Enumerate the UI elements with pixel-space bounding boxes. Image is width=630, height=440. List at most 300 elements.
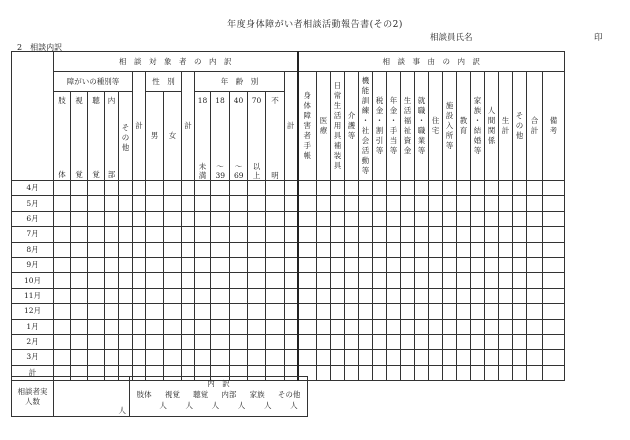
data-cell[interactable] bbox=[457, 211, 471, 226]
data-cell[interactable] bbox=[471, 288, 485, 303]
data-cell[interactable] bbox=[331, 196, 345, 211]
data-cell[interactable] bbox=[248, 242, 266, 257]
data-cell[interactable] bbox=[543, 257, 565, 272]
data-cell[interactable] bbox=[429, 227, 443, 242]
data-cell[interactable] bbox=[211, 211, 230, 226]
data-cell[interactable] bbox=[485, 334, 499, 349]
data-cell[interactable] bbox=[182, 273, 195, 288]
data-cell[interactable] bbox=[373, 211, 387, 226]
data-cell[interactable] bbox=[373, 273, 387, 288]
data-cell[interactable] bbox=[359, 211, 373, 226]
data-cell[interactable] bbox=[429, 211, 443, 226]
data-cell[interactable] bbox=[429, 196, 443, 211]
data-cell[interactable] bbox=[71, 319, 88, 334]
data-cell[interactable] bbox=[105, 196, 119, 211]
data-cell[interactable] bbox=[443, 304, 457, 319]
data-cell[interactable] bbox=[266, 304, 285, 319]
data-cell[interactable] bbox=[164, 257, 182, 272]
data-cell[interactable] bbox=[133, 273, 146, 288]
data-cell[interactable] bbox=[230, 334, 248, 349]
data-cell[interactable] bbox=[211, 288, 230, 303]
data-cell[interactable] bbox=[298, 196, 317, 211]
data-cell[interactable] bbox=[513, 319, 527, 334]
data-cell[interactable] bbox=[387, 181, 401, 196]
data-cell[interactable] bbox=[443, 242, 457, 257]
data-cell[interactable] bbox=[387, 257, 401, 272]
data-cell[interactable] bbox=[211, 334, 230, 349]
data-cell[interactable] bbox=[429, 181, 443, 196]
data-cell[interactable] bbox=[195, 196, 211, 211]
data-cell[interactable] bbox=[146, 257, 164, 272]
data-cell[interactable] bbox=[471, 196, 485, 211]
data-cell[interactable] bbox=[387, 304, 401, 319]
data-cell[interactable] bbox=[54, 211, 71, 226]
data-cell[interactable] bbox=[317, 257, 331, 272]
data-cell[interactable] bbox=[195, 273, 211, 288]
data-cell[interactable] bbox=[527, 334, 543, 349]
data-cell[interactable] bbox=[105, 273, 119, 288]
data-cell[interactable] bbox=[499, 319, 513, 334]
data-cell[interactable] bbox=[471, 242, 485, 257]
data-cell[interactable] bbox=[543, 288, 565, 303]
data-cell[interactable] bbox=[195, 350, 211, 365]
data-cell[interactable] bbox=[88, 273, 105, 288]
data-cell[interactable] bbox=[230, 319, 248, 334]
data-cell[interactable] bbox=[345, 288, 359, 303]
data-cell[interactable] bbox=[119, 350, 133, 365]
data-cell[interactable] bbox=[105, 211, 119, 226]
data-cell[interactable] bbox=[485, 227, 499, 242]
data-cell[interactable] bbox=[164, 196, 182, 211]
data-cell[interactable] bbox=[164, 211, 182, 226]
data-cell[interactable] bbox=[543, 242, 565, 257]
data-cell[interactable] bbox=[266, 273, 285, 288]
data-cell[interactable] bbox=[298, 257, 317, 272]
data-cell[interactable] bbox=[133, 304, 146, 319]
data-cell[interactable] bbox=[543, 319, 565, 334]
data-cell[interactable] bbox=[457, 365, 471, 380]
data-cell[interactable] bbox=[230, 257, 248, 272]
data-cell[interactable] bbox=[230, 304, 248, 319]
data-cell[interactable] bbox=[298, 350, 317, 365]
data-cell[interactable] bbox=[317, 350, 331, 365]
data-cell[interactable] bbox=[88, 227, 105, 242]
data-cell[interactable] bbox=[415, 257, 429, 272]
data-cell[interactable] bbox=[527, 304, 543, 319]
data-cell[interactable] bbox=[345, 350, 359, 365]
data-cell[interactable] bbox=[317, 196, 331, 211]
data-cell[interactable] bbox=[373, 319, 387, 334]
data-cell[interactable] bbox=[471, 350, 485, 365]
data-cell[interactable] bbox=[359, 334, 373, 349]
data-cell[interactable] bbox=[415, 273, 429, 288]
data-cell[interactable] bbox=[105, 304, 119, 319]
data-cell[interactable] bbox=[285, 257, 298, 272]
data-cell[interactable] bbox=[71, 181, 88, 196]
data-cell[interactable] bbox=[71, 304, 88, 319]
data-cell[interactable] bbox=[543, 273, 565, 288]
data-cell[interactable] bbox=[119, 242, 133, 257]
data-cell[interactable] bbox=[146, 273, 164, 288]
data-cell[interactable] bbox=[415, 350, 429, 365]
data-cell[interactable] bbox=[415, 288, 429, 303]
data-cell[interactable] bbox=[359, 273, 373, 288]
data-cell[interactable] bbox=[54, 350, 71, 365]
data-cell[interactable] bbox=[88, 304, 105, 319]
data-cell[interactable] bbox=[146, 227, 164, 242]
data-cell[interactable] bbox=[331, 242, 345, 257]
data-cell[interactable] bbox=[88, 211, 105, 226]
data-cell[interactable] bbox=[146, 211, 164, 226]
data-cell[interactable] bbox=[499, 242, 513, 257]
data-cell[interactable] bbox=[373, 304, 387, 319]
data-cell[interactable] bbox=[266, 257, 285, 272]
data-cell[interactable] bbox=[429, 319, 443, 334]
data-cell[interactable] bbox=[164, 334, 182, 349]
data-cell[interactable] bbox=[266, 196, 285, 211]
data-cell[interactable] bbox=[230, 350, 248, 365]
data-cell[interactable] bbox=[359, 365, 373, 380]
data-cell[interactable] bbox=[485, 319, 499, 334]
data-cell[interactable] bbox=[387, 227, 401, 242]
data-cell[interactable] bbox=[146, 304, 164, 319]
data-cell[interactable] bbox=[230, 273, 248, 288]
data-cell[interactable] bbox=[182, 196, 195, 211]
data-cell[interactable] bbox=[387, 288, 401, 303]
data-cell[interactable] bbox=[285, 227, 298, 242]
data-cell[interactable] bbox=[443, 273, 457, 288]
data-cell[interactable] bbox=[485, 273, 499, 288]
data-cell[interactable] bbox=[71, 334, 88, 349]
data-cell[interactable] bbox=[471, 227, 485, 242]
data-cell[interactable] bbox=[195, 304, 211, 319]
data-cell[interactable] bbox=[513, 288, 527, 303]
data-cell[interactable] bbox=[345, 304, 359, 319]
data-cell[interactable] bbox=[499, 211, 513, 226]
data-cell[interactable] bbox=[359, 242, 373, 257]
data-cell[interactable] bbox=[499, 273, 513, 288]
data-cell[interactable] bbox=[543, 365, 565, 380]
data-cell[interactable] bbox=[471, 319, 485, 334]
data-cell[interactable] bbox=[88, 181, 105, 196]
data-cell[interactable] bbox=[499, 288, 513, 303]
data-cell[interactable] bbox=[248, 227, 266, 242]
data-cell[interactable] bbox=[485, 365, 499, 380]
data-cell[interactable] bbox=[182, 350, 195, 365]
data-cell[interactable] bbox=[298, 181, 317, 196]
data-cell[interactable] bbox=[401, 227, 415, 242]
data-cell[interactable] bbox=[373, 227, 387, 242]
data-cell[interactable] bbox=[543, 334, 565, 349]
data-cell[interactable] bbox=[54, 304, 71, 319]
counselee-count-field[interactable] bbox=[54, 377, 130, 417]
data-cell[interactable] bbox=[513, 350, 527, 365]
data-cell[interactable] bbox=[373, 242, 387, 257]
data-cell[interactable] bbox=[457, 242, 471, 257]
data-cell[interactable] bbox=[527, 211, 543, 226]
data-cell[interactable] bbox=[401, 304, 415, 319]
data-cell[interactable] bbox=[119, 257, 133, 272]
data-cell[interactable] bbox=[345, 334, 359, 349]
data-cell[interactable] bbox=[429, 304, 443, 319]
data-cell[interactable] bbox=[317, 211, 331, 226]
data-cell[interactable] bbox=[401, 350, 415, 365]
data-cell[interactable] bbox=[387, 211, 401, 226]
data-cell[interactable] bbox=[543, 196, 565, 211]
data-cell[interactable] bbox=[266, 334, 285, 349]
data-cell[interactable] bbox=[527, 273, 543, 288]
data-cell[interactable] bbox=[182, 304, 195, 319]
data-cell[interactable] bbox=[119, 304, 133, 319]
data-cell[interactable] bbox=[54, 196, 71, 211]
data-cell[interactable] bbox=[387, 365, 401, 380]
data-cell[interactable] bbox=[401, 242, 415, 257]
data-cell[interactable] bbox=[266, 319, 285, 334]
data-cell[interactable] bbox=[527, 242, 543, 257]
data-cell[interactable] bbox=[513, 211, 527, 226]
data-cell[interactable] bbox=[499, 257, 513, 272]
data-cell[interactable] bbox=[373, 288, 387, 303]
data-cell[interactable] bbox=[266, 227, 285, 242]
data-cell[interactable] bbox=[513, 257, 527, 272]
data-cell[interactable] bbox=[485, 350, 499, 365]
data-cell[interactable] bbox=[182, 288, 195, 303]
data-cell[interactable] bbox=[415, 181, 429, 196]
data-cell[interactable] bbox=[345, 242, 359, 257]
data-cell[interactable] bbox=[443, 319, 457, 334]
data-cell[interactable] bbox=[415, 196, 429, 211]
data-cell[interactable] bbox=[401, 181, 415, 196]
data-cell[interactable] bbox=[457, 227, 471, 242]
data-cell[interactable] bbox=[485, 211, 499, 226]
data-cell[interactable] bbox=[457, 196, 471, 211]
data-cell[interactable] bbox=[513, 273, 527, 288]
data-cell[interactable] bbox=[485, 181, 499, 196]
data-cell[interactable] bbox=[457, 181, 471, 196]
data-cell[interactable] bbox=[146, 196, 164, 211]
data-cell[interactable] bbox=[317, 334, 331, 349]
data-cell[interactable] bbox=[415, 334, 429, 349]
data-cell[interactable] bbox=[211, 273, 230, 288]
data-cell[interactable] bbox=[485, 196, 499, 211]
data-cell[interactable] bbox=[230, 211, 248, 226]
data-cell[interactable] bbox=[71, 288, 88, 303]
data-cell[interactable] bbox=[119, 334, 133, 349]
data-cell[interactable] bbox=[499, 334, 513, 349]
data-cell[interactable] bbox=[298, 319, 317, 334]
data-cell[interactable] bbox=[543, 211, 565, 226]
data-cell[interactable] bbox=[133, 350, 146, 365]
data-cell[interactable] bbox=[195, 257, 211, 272]
data-cell[interactable] bbox=[317, 288, 331, 303]
data-cell[interactable] bbox=[317, 227, 331, 242]
data-cell[interactable] bbox=[331, 304, 345, 319]
data-cell[interactable] bbox=[71, 211, 88, 226]
data-cell[interactable] bbox=[387, 273, 401, 288]
data-cell[interactable] bbox=[513, 242, 527, 257]
data-cell[interactable] bbox=[443, 227, 457, 242]
data-cell[interactable] bbox=[471, 273, 485, 288]
data-cell[interactable] bbox=[345, 211, 359, 226]
data-cell[interactable] bbox=[211, 350, 230, 365]
data-cell[interactable] bbox=[527, 227, 543, 242]
data-cell[interactable] bbox=[543, 304, 565, 319]
data-cell[interactable] bbox=[429, 365, 443, 380]
data-cell[interactable] bbox=[387, 334, 401, 349]
data-cell[interactable] bbox=[317, 242, 331, 257]
data-cell[interactable] bbox=[182, 334, 195, 349]
data-cell[interactable] bbox=[485, 242, 499, 257]
data-cell[interactable] bbox=[401, 288, 415, 303]
data-cell[interactable] bbox=[88, 288, 105, 303]
data-cell[interactable] bbox=[54, 319, 71, 334]
data-cell[interactable] bbox=[71, 242, 88, 257]
data-cell[interactable] bbox=[211, 319, 230, 334]
data-cell[interactable] bbox=[248, 334, 266, 349]
data-cell[interactable] bbox=[285, 242, 298, 257]
data-cell[interactable] bbox=[164, 350, 182, 365]
data-cell[interactable] bbox=[54, 257, 71, 272]
data-cell[interactable] bbox=[443, 257, 457, 272]
data-cell[interactable] bbox=[133, 181, 146, 196]
data-cell[interactable] bbox=[133, 227, 146, 242]
data-cell[interactable] bbox=[457, 288, 471, 303]
data-cell[interactable] bbox=[499, 227, 513, 242]
data-cell[interactable] bbox=[513, 365, 527, 380]
data-cell[interactable] bbox=[133, 334, 146, 349]
data-cell[interactable] bbox=[298, 273, 317, 288]
data-cell[interactable] bbox=[230, 288, 248, 303]
data-cell[interactable] bbox=[401, 196, 415, 211]
data-cell[interactable] bbox=[527, 181, 543, 196]
data-cell[interactable] bbox=[195, 242, 211, 257]
data-cell[interactable] bbox=[359, 257, 373, 272]
data-cell[interactable] bbox=[331, 181, 345, 196]
data-cell[interactable] bbox=[415, 319, 429, 334]
data-cell[interactable] bbox=[266, 242, 285, 257]
data-cell[interactable] bbox=[298, 304, 317, 319]
data-cell[interactable] bbox=[88, 257, 105, 272]
data-cell[interactable] bbox=[387, 196, 401, 211]
data-cell[interactable] bbox=[331, 319, 345, 334]
data-cell[interactable] bbox=[105, 181, 119, 196]
data-cell[interactable] bbox=[248, 273, 266, 288]
data-cell[interactable] bbox=[513, 181, 527, 196]
data-cell[interactable] bbox=[285, 334, 298, 349]
data-cell[interactable] bbox=[285, 288, 298, 303]
data-cell[interactable] bbox=[105, 350, 119, 365]
data-cell[interactable] bbox=[443, 365, 457, 380]
data-cell[interactable] bbox=[88, 350, 105, 365]
data-cell[interactable] bbox=[359, 350, 373, 365]
data-cell[interactable] bbox=[211, 242, 230, 257]
data-cell[interactable] bbox=[485, 257, 499, 272]
data-cell[interactable] bbox=[105, 288, 119, 303]
data-cell[interactable] bbox=[230, 242, 248, 257]
data-cell[interactable] bbox=[457, 319, 471, 334]
data-cell[interactable] bbox=[285, 319, 298, 334]
data-cell[interactable] bbox=[527, 257, 543, 272]
data-cell[interactable] bbox=[119, 288, 133, 303]
data-cell[interactable] bbox=[105, 257, 119, 272]
data-cell[interactable] bbox=[373, 257, 387, 272]
data-cell[interactable] bbox=[527, 196, 543, 211]
data-cell[interactable] bbox=[345, 319, 359, 334]
data-cell[interactable] bbox=[182, 257, 195, 272]
data-cell[interactable] bbox=[345, 257, 359, 272]
data-cell[interactable] bbox=[485, 304, 499, 319]
data-cell[interactable] bbox=[211, 181, 230, 196]
data-cell[interactable] bbox=[415, 365, 429, 380]
data-cell[interactable] bbox=[359, 319, 373, 334]
data-cell[interactable] bbox=[285, 273, 298, 288]
data-cell[interactable] bbox=[248, 196, 266, 211]
data-cell[interactable] bbox=[119, 319, 133, 334]
data-cell[interactable] bbox=[54, 181, 71, 196]
data-cell[interactable] bbox=[211, 196, 230, 211]
data-cell[interactable] bbox=[248, 350, 266, 365]
data-cell[interactable] bbox=[285, 350, 298, 365]
data-cell[interactable] bbox=[119, 227, 133, 242]
data-cell[interactable] bbox=[119, 273, 133, 288]
data-cell[interactable] bbox=[443, 288, 457, 303]
data-cell[interactable] bbox=[164, 319, 182, 334]
data-cell[interactable] bbox=[266, 181, 285, 196]
data-cell[interactable] bbox=[345, 273, 359, 288]
data-cell[interactable] bbox=[248, 211, 266, 226]
data-cell[interactable] bbox=[543, 350, 565, 365]
data-cell[interactable] bbox=[88, 334, 105, 349]
data-cell[interactable] bbox=[331, 365, 345, 380]
data-cell[interactable] bbox=[317, 181, 331, 196]
data-cell[interactable] bbox=[298, 242, 317, 257]
data-cell[interactable] bbox=[471, 334, 485, 349]
data-cell[interactable] bbox=[105, 227, 119, 242]
data-cell[interactable] bbox=[195, 181, 211, 196]
data-cell[interactable] bbox=[373, 365, 387, 380]
data-cell[interactable] bbox=[401, 257, 415, 272]
data-cell[interactable] bbox=[373, 181, 387, 196]
data-cell[interactable] bbox=[401, 211, 415, 226]
data-cell[interactable] bbox=[146, 334, 164, 349]
data-cell[interactable] bbox=[133, 211, 146, 226]
data-cell[interactable] bbox=[54, 273, 71, 288]
data-cell[interactable] bbox=[443, 334, 457, 349]
data-cell[interactable] bbox=[133, 319, 146, 334]
data-cell[interactable] bbox=[285, 211, 298, 226]
data-cell[interactable] bbox=[298, 211, 317, 226]
data-cell[interactable] bbox=[248, 304, 266, 319]
data-cell[interactable] bbox=[146, 242, 164, 257]
data-cell[interactable] bbox=[71, 196, 88, 211]
data-cell[interactable] bbox=[359, 227, 373, 242]
data-cell[interactable] bbox=[88, 196, 105, 211]
data-cell[interactable] bbox=[429, 334, 443, 349]
data-cell[interactable] bbox=[527, 288, 543, 303]
data-cell[interactable] bbox=[71, 227, 88, 242]
data-cell[interactable] bbox=[331, 273, 345, 288]
data-cell[interactable] bbox=[527, 319, 543, 334]
data-cell[interactable] bbox=[345, 181, 359, 196]
data-cell[interactable] bbox=[266, 288, 285, 303]
data-cell[interactable] bbox=[415, 304, 429, 319]
data-cell[interactable] bbox=[182, 242, 195, 257]
data-cell[interactable] bbox=[345, 365, 359, 380]
data-cell[interactable] bbox=[182, 181, 195, 196]
data-cell[interactable] bbox=[119, 211, 133, 226]
data-cell[interactable] bbox=[285, 196, 298, 211]
data-cell[interactable] bbox=[230, 227, 248, 242]
